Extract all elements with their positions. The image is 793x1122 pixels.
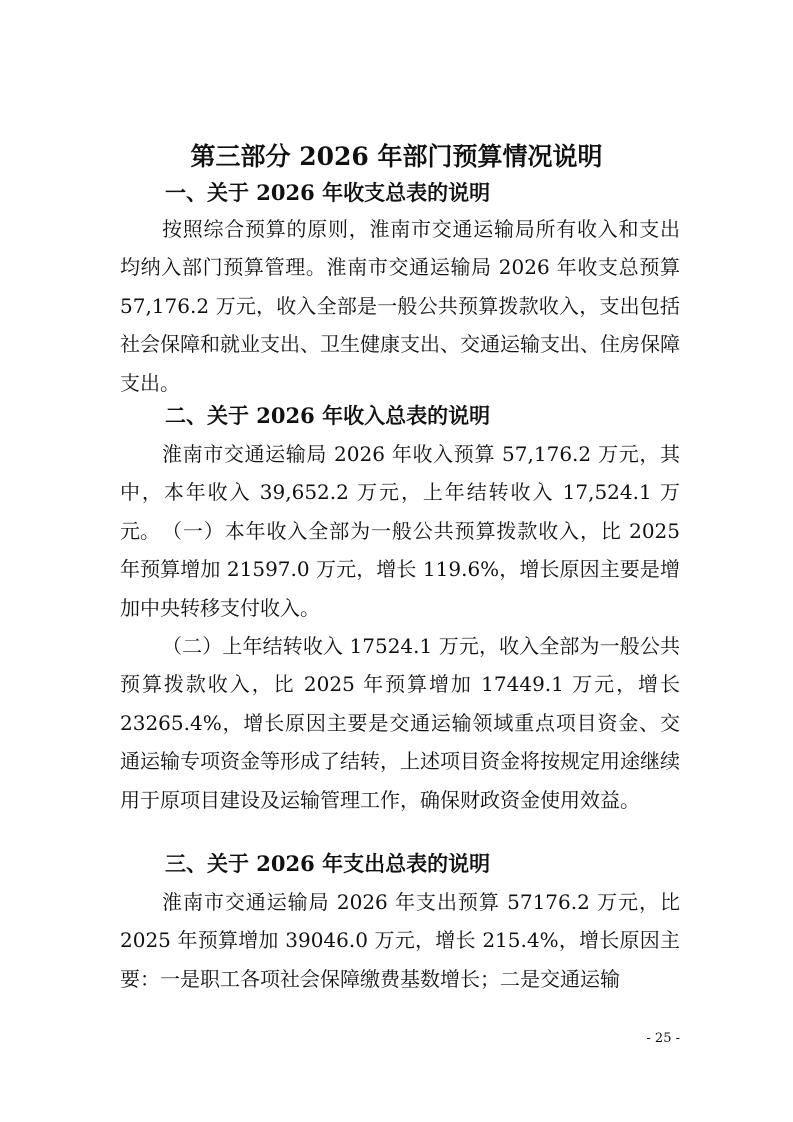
section-heading-3: 三、关于 2026 年支出总表的说明 <box>165 851 491 876</box>
page-title: 第三部分 2026 年部门预算情况说明 <box>190 142 603 171</box>
section-2-paragraph-3: （二）上年结转收入 17524.1 万元，收入全部为一般公共预算拨款收入，比 2025 年预算增加 17449.1 万元，增长 23265.4%，增长原因主要是交通运输领域重点项目资金、交通运输专项资金等形成了结转，上述项目资金将按规定用途继续用于原项目建设及运输管理工作，确保财政资金使用效益。 <box>120 634 680 812</box>
page-number: - 25 - <box>646 1031 680 1046</box>
section-heading-2: 二、关于 2026 年收入总表的说明 <box>165 403 491 428</box>
section-2-paragraph-1: 淮南市交通运输局 2026 年收入预算 57,176.2 万元，其中，本年收入 39,652.2 万元，上年结转收入 17,524.1 万元。 <box>120 442 680 543</box>
section-3-paragraph-1: 淮南市交通运输局 2026 年支出预算 57176.2 万元，比 2025 年预算增加 39046.0 万元，增长 215.4%，增长原因主要：一是职工各项社会保障缴费基数增长；二是交通运输 <box>120 890 680 991</box>
section-2-paragraph-2: （一）本年收入全部为一般公共预算拨款收入，比 2025 年预算增加 21597.0 万元，增长 119.6%，增长原因主要是增加中央转移支付收入。 <box>120 519 680 620</box>
section-heading-1: 一、关于 2026 年收支总表的说明 <box>165 180 491 205</box>
section-1-paragraph-1: 按照综合预算的原则，淮南市交通运输局所有收入和支出均纳入部门预算管理。淮南市交通运输局 2026 年收支总预算 57,176.2 万元，收入全部是一般公共预算拨款收入，支出包括社会保障和就业支出、卫生健康支出、交通运输支出、住房保障支出。 <box>120 217 680 395</box>
